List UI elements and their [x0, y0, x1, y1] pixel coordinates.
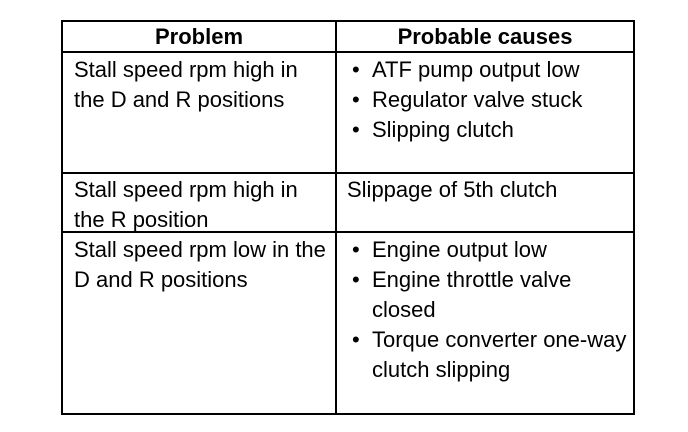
causes-list	[350, 235, 632, 385]
bullet-icon: •	[352, 87, 360, 112]
cause-item	[350, 115, 632, 145]
cause-item	[350, 55, 632, 85]
diagnosis-table	[61, 20, 635, 415]
causes-cell	[350, 235, 632, 385]
cause-item	[350, 235, 632, 265]
causes-cell	[350, 55, 632, 145]
bullet-icon: •	[352, 57, 360, 82]
problem-cell: Stall speed rpm high in the R position	[74, 177, 298, 232]
header-problem: Problem	[154, 24, 244, 49]
cause-text: Engine throttle valve closed	[372, 267, 572, 322]
bullet-icon: •	[352, 117, 360, 142]
header-probable-causes: Probable causes	[397, 24, 573, 49]
bullet-icon: •	[352, 237, 360, 262]
cause-item	[350, 325, 632, 385]
cause-text: Slipping clutch	[372, 117, 514, 142]
problem-cell: Stall speed rpm high in the D and R positions	[74, 57, 298, 112]
bullet-icon: •	[352, 327, 360, 352]
cause-text: Engine output low	[372, 237, 547, 262]
causes-cell: Slippage of 5th clutch	[347, 177, 558, 202]
cause-text: ATF pump output low	[372, 57, 580, 82]
bullet-icon: •	[352, 267, 360, 292]
causes-list	[350, 55, 632, 145]
cause-item	[350, 85, 632, 115]
cause-item	[350, 265, 632, 325]
cause-text: Torque converter one-way clutch slipping	[372, 327, 627, 382]
problem-cell: Stall speed rpm low in the D and R positions	[74, 237, 326, 292]
cause-text: Regulator valve stuck	[372, 87, 583, 112]
column-divider	[335, 22, 337, 413]
row-divider	[63, 172, 633, 174]
